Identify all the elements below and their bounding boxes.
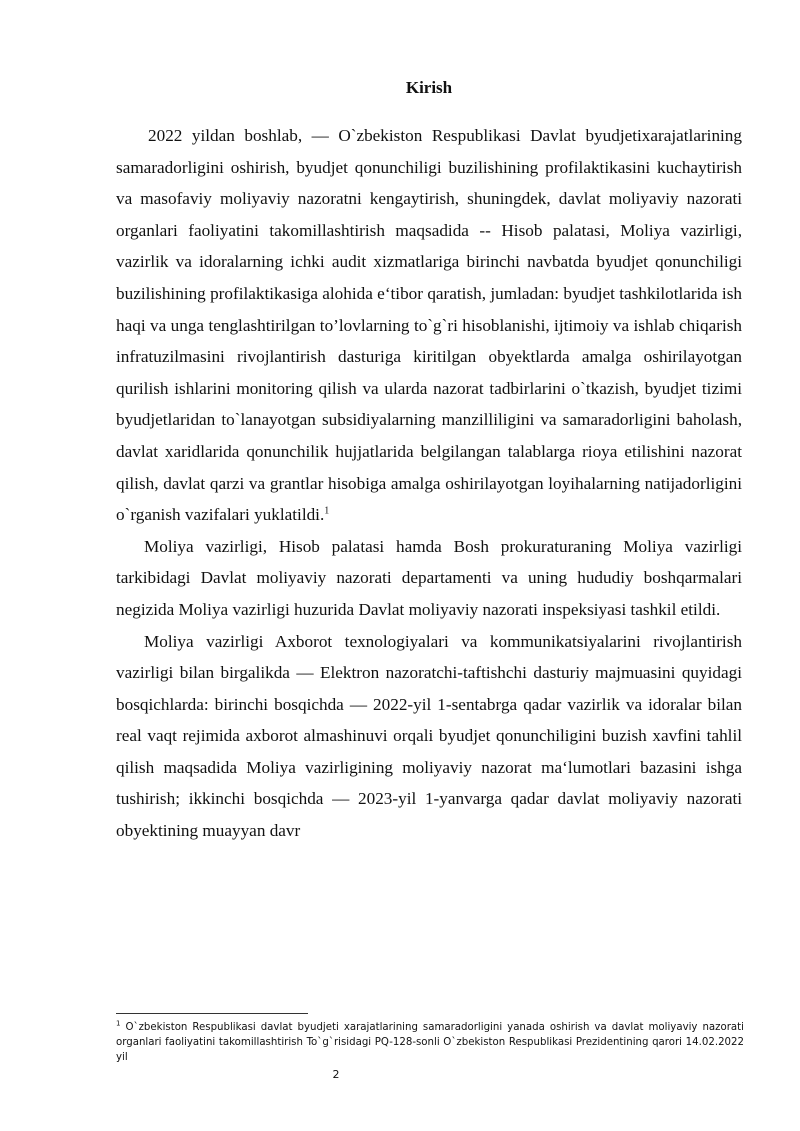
paragraph-3: Moliya vazirligi Axborot texnologiyalari va kommunikatsiyalarini rivojlantirish vazirligi bilan birgalikda — Elektron nazoratchi-taftishchi dasturiy majmuasini quyidagi bosqichlarda: birinchi bosqichda — 2022-yil 1-sentabrga qadar vazirlik va idoralar bilan real vaqt rejimida axborot almashinuvi orqali byudjet qonunchiligini buzish xavfini tahlil qilish maqsadida Moliya vazirligining moliyaviy nazorat ma‘lumotlari bazasini ishga tushirish; ikkinchi bosqichda — 2023-yil 1-yanvarga qadar davlat moliyaviy nazorati obyektining muayyan davr bbox=[116, 631, 742, 841]
paragraph-1-text: 2022 yildan boshlab, — O`zbekiston Respublikasi Davlat byudjetixarajatlarining samaradorligini oshirish, byudjet qonunchiligi buzilishining profilaktikasini kuchaytirish va masofaviy moliyaviy nazoratni kengaytirish, shuningdek, davlat moliyaviy nazorati organlari faoliyatini takomillashtirish maqsadida -- Hisob palatasi, Moliya vazirligi, vazirlik va idoralarning ichki audit xizmatlariga birinchi navbatda byudjet qonunchiligi buzilishining profilaktikasiga alohida e‘tibor qaratish, jumladan: byudjet tashkilotlarida ish haqi va unga tenglashtirilgan to’lovlarning to`g`ri hisoblanishi, ijtimoiy va ishlab chiqarish infratuzilmasini rivojlantirish dasturiga kiritilgan obyektlarda amalga oshirilayotgan qurilish ishlarini monitoring qilish va ularda nazorat tadbirlarini o`tkazish, byudjet tizimi byudjetlaridan to`lanayotgan subsidiyalarning manzilliligini va samaradorligini baholash, davlat xaridlarida qonunchilik hujjatlarida belgilangan talablarga rioya etilishini nazorat qilish, davlat qarzi va grantlar hisobiga amalga oshirilayotgan loyihalarning natijadorligini o`rganish vazifalari yuklatildi. bbox=[116, 126, 742, 525]
footnote-marker: 1 bbox=[116, 1019, 121, 1028]
paragraph-1 bbox=[116, 120, 742, 531]
footnote-text: O`zbekiston Respublikasi davlat byudjeti xarajatlarining samaradorligini yanada oshirish va davlat moliyaviy nazorati organlari faoliyatini takomillashtirish To`g`risidagi PQ-128-sonli O`zbekiston Respublikasi Prezidentining qarori 14.02.2022 yil bbox=[116, 1022, 744, 1063]
footnote-divider bbox=[116, 1013, 308, 1014]
paragraph-2: Moliya vazirligi, Hisob palatasi hamda Bosh prokuraturaning Moliya vazirligi tarkibidagi Davlat moliyaviy nazorati departamenti va uning hududiy boshqarmalari negizida Moliya vazirligi huzurida Davlat moliyaviy nazorati inspeksiyasi tashkil etildi. bbox=[116, 536, 742, 619]
page-title: Kirish bbox=[405, 78, 453, 97]
footnote-reference[interactable]: 1 bbox=[324, 505, 330, 517]
footnote bbox=[116, 1020, 744, 1065]
page-body bbox=[116, 76, 742, 847]
page-number: 2 bbox=[332, 1068, 340, 1081]
